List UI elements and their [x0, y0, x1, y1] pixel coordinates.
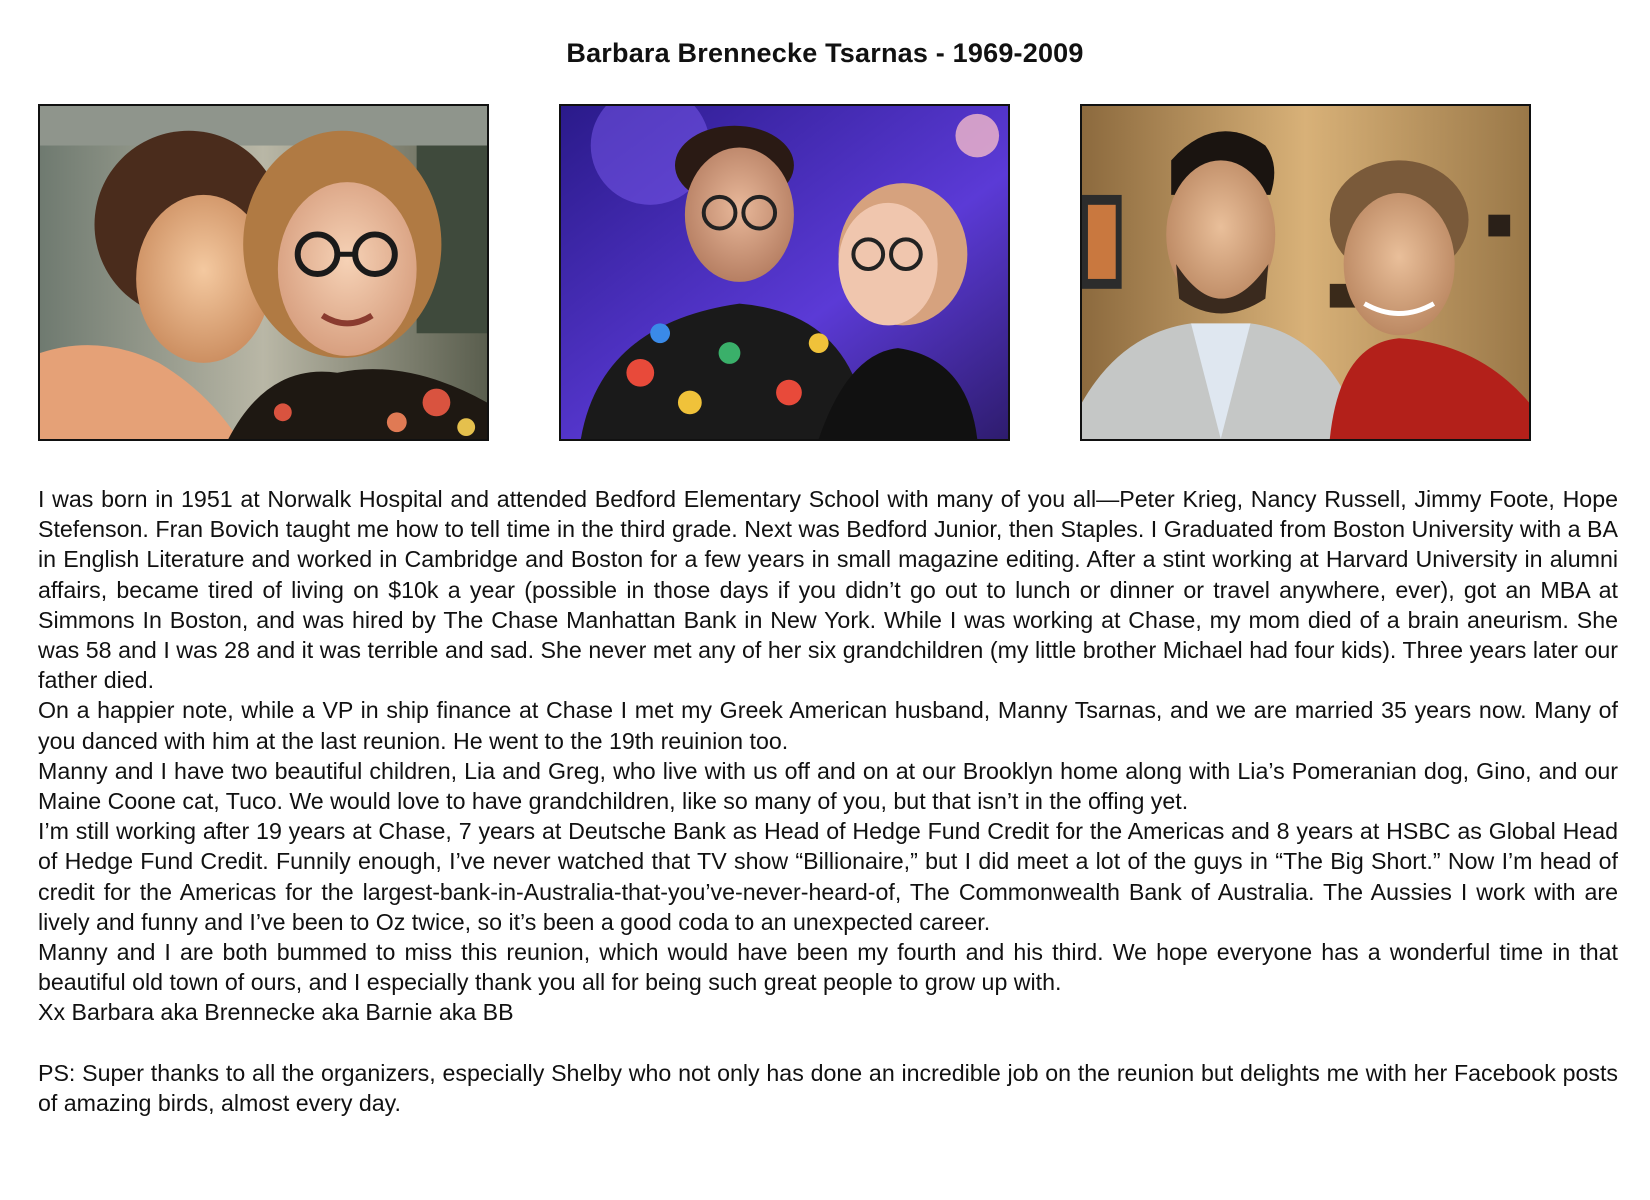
photo-mother-son-icon: [1080, 104, 1531, 441]
paragraph-5: Manny and I are both bummed to miss this reunion, which would have been my fourth and his third. We hope everyone has a wonderful time in that beautiful old town of ours, and I especially thank you all for being such great people to grow up with.: [38, 939, 1618, 996]
letter-body: [38, 484, 1618, 1118]
postscript: PS: Super thanks to all the organizers, especially Shelby who not only has done an incredible job on the reunion but delights me with her Facebook posts of amazing birds, almost every day.: [38, 1059, 1618, 1116]
photo-couple-party-icon: [559, 104, 1010, 441]
paragraph-1: I was born in 1951 at Norwalk Hospital and attended Bedford Elementary School with many of you all—Peter Krieg, Nancy Russell, Jimmy Foote, Hope Stefenson. Fran Bovich taught me how to tell time in the third grade. Next was Bedford Junior, then Staples. I Graduated from Boston University with a BA in English Literature and worked in Cambridge and Boston for a few years in small magazine editing. After a stint working at Harvard University in alumni affairs, became tired of living on $10k a year (possible in those days if you didn’t go out to lunch or dinner or travel anywhere, ever), got an MBA at Simmons In Boston, and was hired by The Chase Manhattan Bank in New York. While I was working at Chase, my mom died of a brain aneurism. She was 58 and I was 28 and it was terrible and sad. She never met any of her six grandchildren (my little brother Michael had four kids). Three years later our father died.: [38, 486, 1618, 694]
paragraph-4: I’m still working after 19 years at Chase, 7 years at Deutsche Bank as Head of Hedge Fund Credit for the Americas and 8 years at HSBC as Global Head of Hedge Fund Credit. Funnily enough, I’ve never watched that TV show “Billionaire,” but I did meet a lot of the guys in “The Big Short.” Now I’m head of credit for the Americas for the largest-bank-in-Australia-that-you’ve-never-heard-of, The Commonwealth Bank of Australia. The Aussies I work with are lively and funny and I’ve been to Oz twice, so it’s been a good coda to an unexpected career.: [38, 818, 1618, 935]
paragraph-2: On a happier note, while a VP in ship finance at Chase I met my Greek American husband, Manny Tsarnas, and we are married 35 years now. Many of you danced with him at the last reunion. He went to the 19th reuinion too.: [38, 697, 1618, 754]
photo-two-women-icon: [38, 104, 489, 441]
signature-line: Xx Barbara aka Brennecke aka Barnie aka BB: [38, 999, 514, 1026]
page-title: Barbara Brennecke Tsarnas - 1969-2009: [566, 38, 1084, 68]
paragraph-3: Manny and I have two beautiful children, Lia and Greg, who live with us off and on at our Brooklyn home along with Lia’s Pomeranian dog, Gino, and our Maine Coone cat, Tuco. We would love to have grandchildren, like so many of you, but that isn’t in the offing yet.: [38, 757, 1618, 815]
